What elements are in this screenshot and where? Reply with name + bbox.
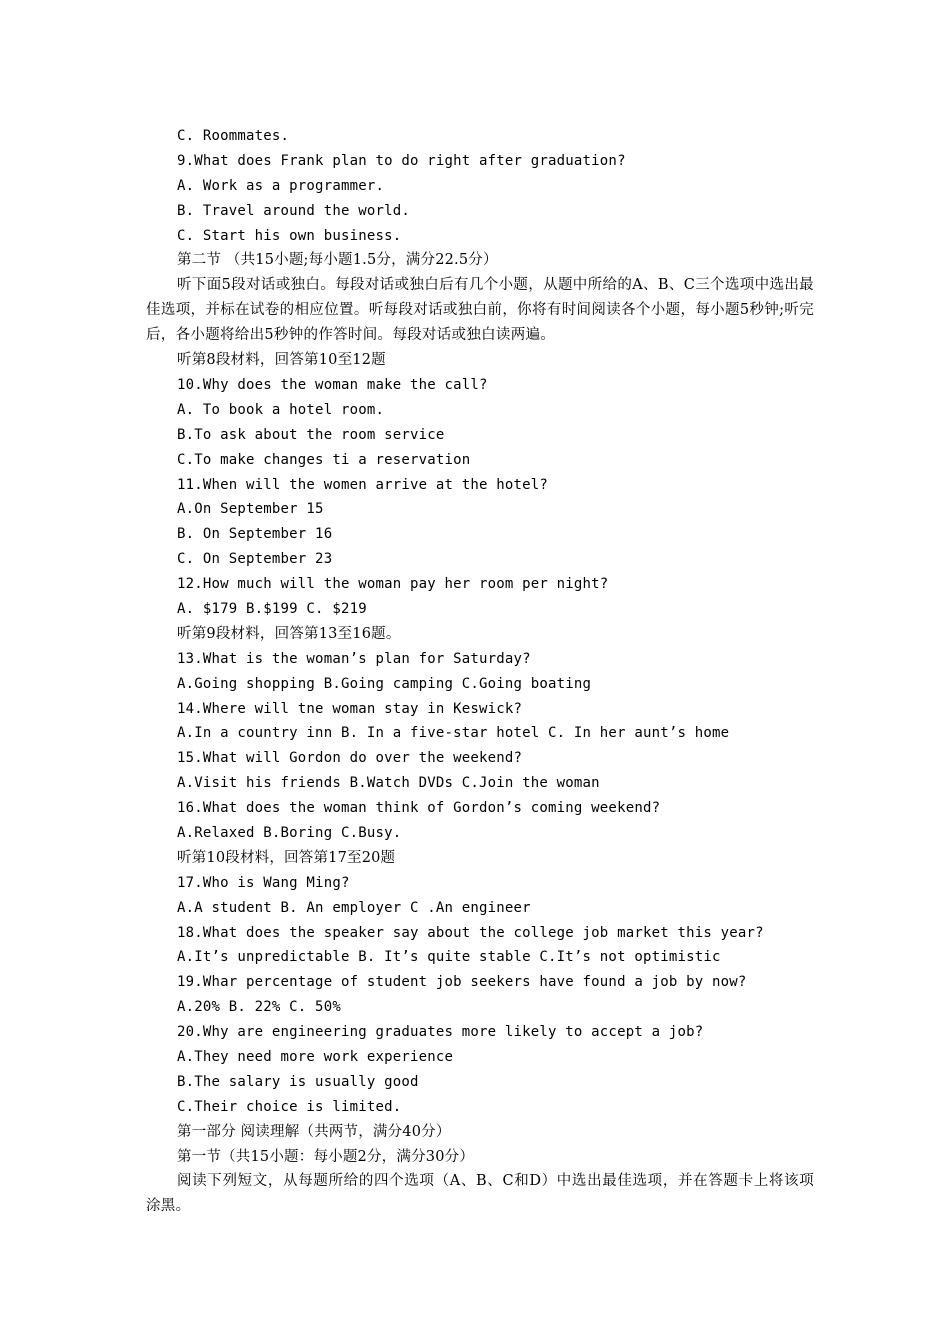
text-line: 第二节 （共15小题;每小题1.5分，满分22.5分） [177, 252, 498, 269]
text-line: C.Their choice is limited. [177, 1098, 402, 1115]
text-line: B.To ask about the room service [177, 426, 445, 443]
text-line: A.A student B. An employer C .An engineer [177, 899, 531, 916]
text-line: A. Work as a programmer. [177, 177, 385, 194]
text-line: C. Roommates. [177, 128, 290, 144]
text-line: 13.What is the woman’s plan for Saturday? [177, 650, 531, 667]
text-line: 16.What does the woman think of Gordon’s coming weekend? [177, 800, 661, 817]
text-line: 听第9段材料，回答第13至16题。 [177, 625, 401, 642]
reading-instructions: 阅读下列短文，从每题所给的四个选项（A、B、C和D）中选出最佳选项，并在答题卡上将该项涂黑。 [146, 1173, 814, 1215]
text-line: 18.What does the speaker say about the college job market this year? [177, 924, 764, 941]
text-line: B.The salary is usually good [177, 1073, 419, 1090]
text-line: A.Visit his friends B.Watch DVDs C.Join the woman [177, 775, 600, 792]
text-line: 听第10段材料，回答第17至20题 [177, 849, 396, 866]
text-line: A. $179 B.$199 C. $219 [177, 600, 367, 617]
text-line: C. On September 23 [177, 551, 333, 568]
text-line: A.Going shopping B.Going camping C.Going boating [177, 675, 592, 692]
question-block-part2 [146, 348, 814, 1169]
text-line: A.It’s unpredictable B. It’s quite stable C.It’s not optimistic [177, 949, 721, 966]
text-line: 11.When will the women arrive at the hotel? [177, 476, 549, 493]
text-line: 听第8段材料，回答第10至12题 [177, 352, 386, 369]
text-line: A.On September 15 [177, 501, 324, 518]
section-instructions: 听下面5段对话或独白。每段对话或独白后有几个小题，从题中所给的A、B、C三个选项中选出最佳选项，并标在试卷的相应位置。听每段对话或独白前，你将有时间阅读各个小题，每小题5秒钟;听完后，各小题将给出5秒钟的作答时间。每段对话或独白读两遍。 [146, 277, 814, 344]
text-line: 19.Whar percentage of student job seekers have found a job by now? [177, 974, 747, 991]
text-line: B. Travel around the world. [177, 202, 410, 219]
text-line: 10.Why does the woman make the call? [177, 376, 488, 393]
text-line: B. On September 16 [177, 526, 333, 543]
document-body [146, 124, 814, 1219]
text-line: C. Start his own business. [177, 227, 402, 244]
text-line: 14.Where will tne woman stay in Keswick? [177, 700, 523, 717]
text-line: A. To book a hotel room. [177, 401, 385, 418]
text-line: A.20% B. 22% C. 50% [177, 999, 341, 1016]
text-line: 17.Who is Wang Ming? [177, 874, 350, 891]
text-line: C.To make changes ti a reservation [177, 451, 471, 468]
text-line: 20.Why are engineering graduates more likely to accept a job? [177, 1024, 704, 1041]
text-line: 9.What does Frank plan to do right after graduation? [177, 152, 626, 169]
text-line: A.In a country inn B. In a five-star hotel C. In her aunt’s home [177, 725, 730, 742]
text-line: A.They need more work experience [177, 1049, 454, 1065]
text-line: 12.How much will the woman pay her room per night? [177, 576, 609, 593]
text-line: 第一节（共15小题：每小题2分，满分30分） [177, 1148, 475, 1165]
text-line: A.Relaxed B.Boring C.Busy. [177, 824, 402, 841]
question-block-part1 [146, 124, 814, 273]
text-line: 15.What will Gordon do over the weekend? [177, 750, 523, 767]
text-line: 第一部分 阅读理解（共两节，满分40分） [177, 1123, 451, 1140]
